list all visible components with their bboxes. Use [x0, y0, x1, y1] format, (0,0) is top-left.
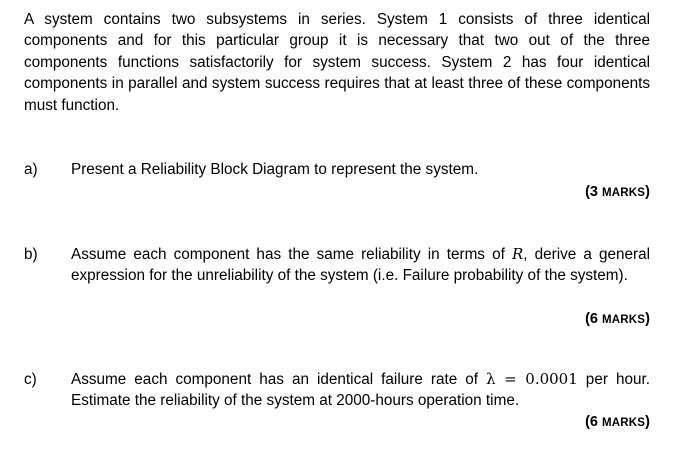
marks-open: (6 — [585, 311, 602, 327]
marks-word: MARKS — [601, 417, 646, 429]
marks-word: MARKS — [601, 187, 646, 199]
marks-close: ) — [645, 414, 650, 430]
question-a-text: Present a Reliability Block Diagram to represent the system. — [71, 161, 479, 178]
question-b-marks — [585, 309, 650, 330]
question-b-label: b) — [24, 246, 38, 263]
variable-r: R — [511, 245, 524, 263]
question-a-marks — [585, 182, 650, 203]
question-c-marks — [585, 412, 650, 433]
marks-word: MARKS — [601, 314, 646, 326]
marks-open: (6 — [585, 414, 602, 430]
question-b-text-after: , derive a general expression for the unreliability of the system (i.e. Failure probability of the system). — [71, 246, 651, 285]
question-a-label: a) — [24, 161, 38, 178]
marks-open: (3 — [585, 184, 602, 200]
question-b-text — [71, 244, 650, 287]
question-c-text-before: Assume each component has an identical failure rate of — [71, 371, 487, 388]
marks-close: ) — [645, 184, 650, 200]
intro-paragraph: A system contains two subsystems in series. System 1 consists of three identical components and for this particular group it is necessary that two out of the three components functions satisfactorily for system success. System 2 has four identical components in parallel and system success requires that at least three of these components must function. — [24, 11, 650, 114]
marks-close: ) — [645, 311, 650, 327]
question-c-text-after: per hour. Estimate the reliability of the system at 2000-hours operation time. — [71, 371, 650, 410]
question-c-text — [71, 369, 650, 412]
question-b-text-before: Assume each component has the same reliability in terms of — [71, 246, 512, 263]
failure-rate-math: λ = 0.0001 — [486, 370, 578, 388]
question-c-label: c) — [24, 371, 37, 388]
